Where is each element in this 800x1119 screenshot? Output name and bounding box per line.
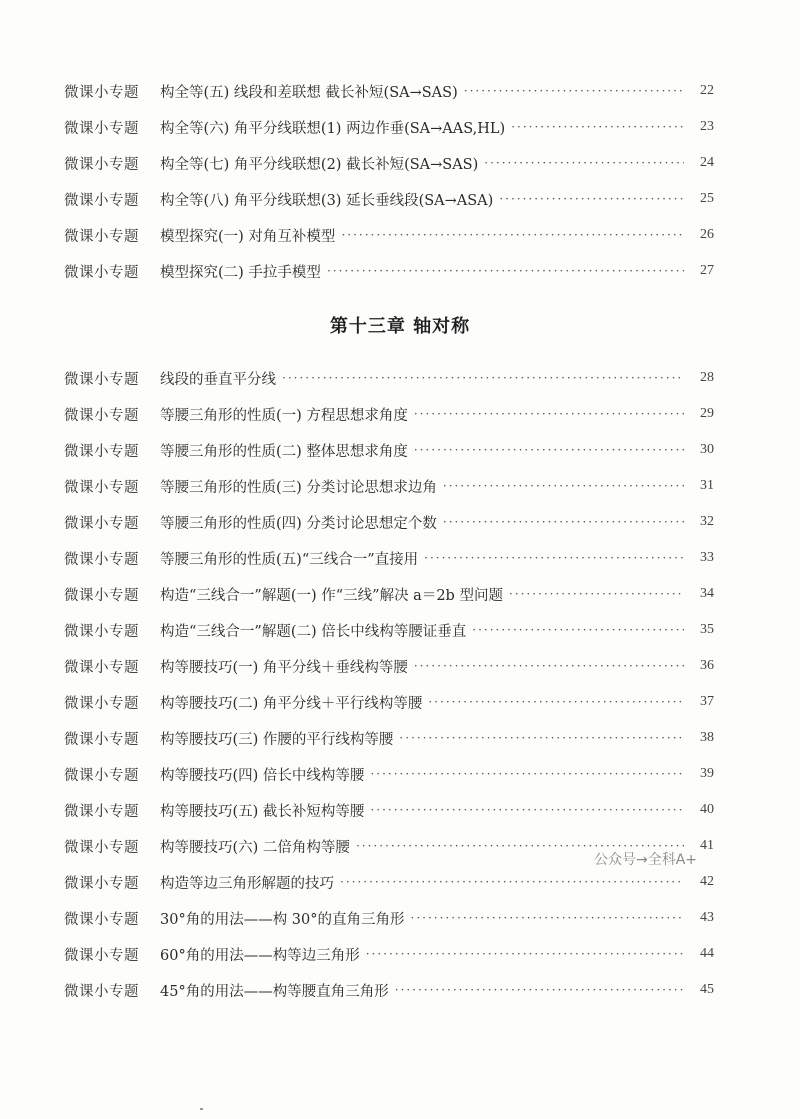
page-number: 41 (700, 838, 714, 853)
chapter-heading: 第十三章 轴对称 (329, 316, 471, 337)
entry-title: 构等腰技巧(六) 二倍角构等腰 (160, 839, 350, 856)
entry-title: 构等腰技巧(二) 角平分线＋平行线构等腰 (160, 695, 423, 712)
page-number: 37 (700, 694, 714, 709)
toc-entry[interactable] (64, 905, 714, 931)
dot-leader (399, 731, 684, 745)
series-label: 微课小专题 (64, 228, 139, 245)
page-number: 39 (700, 766, 714, 781)
series-label: 微课小专题 (64, 587, 139, 604)
dot-leader (411, 911, 684, 925)
series-label: 微课小专题 (64, 983, 139, 1000)
page-number: 30 (700, 442, 714, 457)
entry-title: 构等腰技巧(五) 截长补短构等腰 (160, 803, 365, 820)
series-label: 微课小专题 (64, 156, 139, 173)
page-number: 26 (700, 227, 714, 242)
toc-entry[interactable] (64, 761, 714, 787)
dot-leader (511, 120, 684, 134)
toc-entry[interactable] (64, 186, 714, 212)
page-number: 34 (700, 586, 714, 601)
dot-leader (366, 947, 684, 961)
dot-leader (472, 623, 684, 637)
toc-entry[interactable] (64, 581, 714, 607)
series-label: 微课小专题 (64, 767, 139, 784)
page-number: 28 (700, 370, 714, 385)
dot-leader (414, 407, 684, 421)
series-label: 微课小专题 (64, 120, 139, 137)
series-label: 微课小专题 (64, 264, 139, 281)
page-number: 25 (700, 191, 714, 206)
series-label: 微课小专题 (64, 875, 139, 892)
toc-entry[interactable] (64, 725, 714, 751)
toc-entry[interactable] (64, 365, 714, 391)
toc-entry[interactable] (64, 797, 714, 823)
page-number: 33 (700, 550, 714, 565)
series-label: 微课小专题 (64, 479, 139, 496)
series-label: 微课小专题 (64, 407, 139, 424)
dot-leader (414, 659, 684, 673)
toc-entry[interactable] (64, 401, 714, 427)
dot-leader (341, 228, 684, 242)
page-number: 23 (700, 119, 714, 134)
entry-title: 45°角的用法——构等腰直角三角形 (160, 983, 389, 1000)
entry-title: 60°角的用法——构等边三角形 (160, 947, 360, 964)
series-label: 微课小专题 (64, 695, 139, 712)
entry-title: 构全等(五) 线段和差联想 截长补短(SA→SAS) (160, 84, 458, 101)
series-label: 微课小专题 (64, 192, 139, 209)
toc-entry[interactable] (64, 114, 714, 140)
entry-title: 等腰三角形的性质(二) 整体思想求角度 (160, 443, 408, 460)
dot-leader (395, 983, 684, 997)
toc-entry[interactable] (64, 977, 714, 1003)
series-label: 微课小专题 (64, 731, 139, 748)
page-number: 45 (700, 982, 714, 997)
entry-title: 构造“三线合一”解题(一) 作“三线”解决 a＝2b 型问题 (160, 587, 503, 604)
toc-entry[interactable] (64, 258, 714, 284)
toc-entry[interactable] (64, 150, 714, 176)
entry-title: 等腰三角形的性质(三) 分类讨论思想求边角 (160, 479, 437, 496)
entry-title: 构全等(八) 角平分线联想(3) 延长垂线段(SA→ASA) (160, 192, 494, 209)
entry-title: 等腰三角形的性质(一) 方程思想求角度 (160, 407, 408, 424)
toc-entry[interactable] (64, 689, 714, 715)
dot-leader (464, 84, 684, 98)
entry-title: 线段的垂直平分线 (160, 371, 276, 388)
page-number: 40 (700, 802, 714, 817)
page-number: 43 (700, 910, 714, 925)
page-number: 24 (700, 155, 714, 170)
series-label: 微课小专题 (64, 911, 139, 928)
entry-title: 等腰三角形的性质(四) 分类讨论思想定个数 (160, 515, 437, 532)
dot-leader (484, 156, 684, 170)
toc-entry[interactable] (64, 437, 714, 463)
page-number: 44 (700, 946, 714, 961)
toc-entry[interactable] (64, 653, 714, 679)
toc-entry[interactable] (64, 78, 714, 104)
entry-title: 模型探究(二) 手拉手模型 (160, 264, 321, 281)
toc-entry[interactable] (64, 941, 714, 967)
series-label: 微课小专题 (64, 803, 139, 820)
page-number: 29 (700, 406, 714, 421)
entry-title: 30°角的用法——构 30°的直角三角形 (160, 911, 405, 928)
series-label: 微课小专题 (64, 551, 139, 568)
entry-title: 构全等(六) 角平分线联想(1) 两边作垂(SA→AAS,HL) (160, 120, 506, 137)
page-number: 38 (700, 730, 714, 745)
page-number: 27 (700, 263, 714, 278)
dot-leader (370, 767, 684, 781)
dot-leader (443, 515, 684, 529)
page-number: 42 (700, 874, 714, 889)
watermark: 公众号→全科A+ (594, 852, 698, 868)
dot-leader (370, 803, 684, 817)
dot-leader (327, 264, 684, 278)
dot-leader (509, 587, 684, 601)
dot-leader (428, 695, 684, 709)
entry-title: 构等腰技巧(三) 作腰的平行线构等腰 (160, 731, 394, 748)
scan-mark (200, 1108, 203, 1110)
toc-entry[interactable] (64, 545, 714, 571)
dot-leader (499, 192, 684, 206)
page-number: 31 (700, 478, 714, 493)
entry-title: 构等腰技巧(一) 角平分线＋垂线构等腰 (160, 659, 408, 676)
series-label: 微课小专题 (64, 623, 139, 640)
entry-title: 等腰三角形的性质(五)“三线合一”直接用 (160, 551, 419, 568)
toc-entry[interactable] (64, 869, 714, 895)
dot-leader (414, 443, 684, 457)
entry-title: 构造“三线合一”解题(二) 倍长中线构等腰证垂直 (160, 623, 467, 640)
series-label: 微课小专题 (64, 839, 139, 856)
page-number: 22 (700, 83, 714, 98)
series-label: 微课小专题 (64, 371, 139, 388)
dot-leader (424, 551, 684, 565)
page-number: 32 (700, 514, 714, 529)
toc-entry[interactable] (64, 509, 714, 535)
toc-entry[interactable] (64, 473, 714, 499)
entry-title: 构等腰技巧(四) 倍长中线构等腰 (160, 767, 365, 784)
series-label: 微课小专题 (64, 947, 139, 964)
entry-title: 构造等边三角形解题的技巧 (160, 875, 334, 892)
entry-title: 模型探究(一) 对角互补模型 (160, 228, 336, 245)
page-number: 35 (700, 622, 714, 637)
page-number: 36 (700, 658, 714, 673)
toc-entry[interactable] (64, 617, 714, 643)
series-label: 微课小专题 (64, 443, 139, 460)
dot-leader (282, 371, 684, 385)
dot-leader (340, 875, 684, 889)
series-label: 微课小专题 (64, 659, 139, 676)
series-label: 微课小专题 (64, 515, 139, 532)
series-label: 微课小专题 (64, 84, 139, 101)
dot-leader (443, 479, 684, 493)
entry-title: 构全等(七) 角平分线联想(2) 截长补短(SA→SAS) (160, 156, 479, 173)
toc-entry[interactable] (64, 222, 714, 248)
